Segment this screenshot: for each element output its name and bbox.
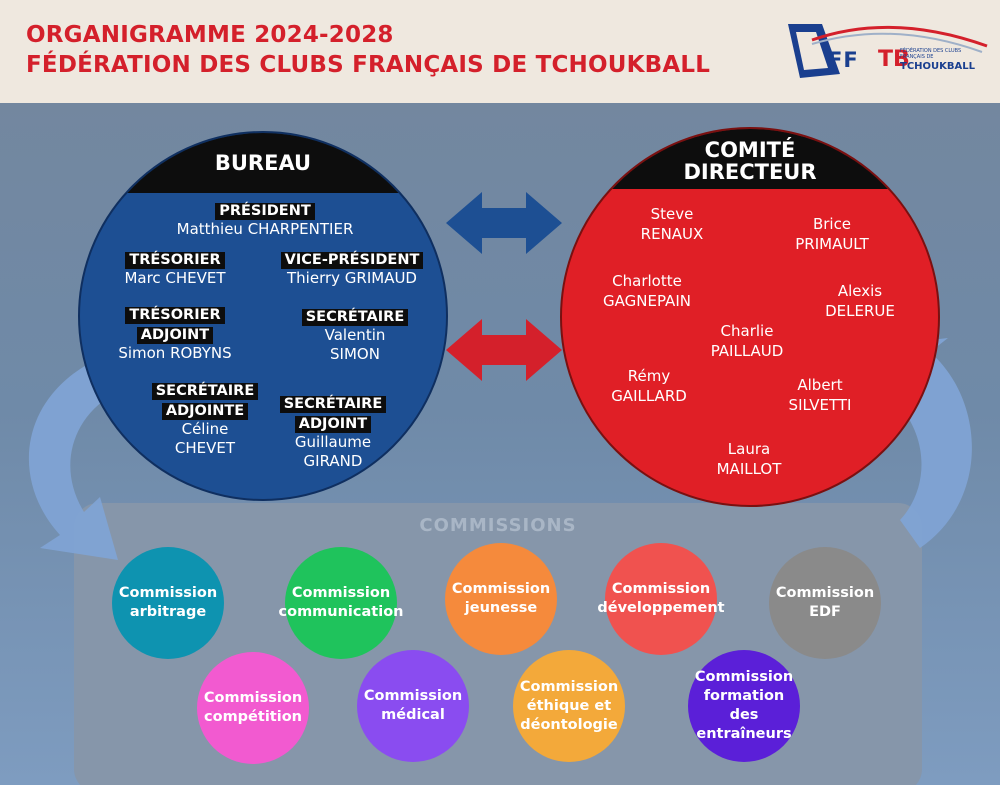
page-title-line1: ORGANIGRAMME 2024-2028 (26, 22, 394, 48)
role-name: SIMON (330, 345, 380, 363)
member-first-name: Alexis (837, 282, 883, 300)
member-first-name: Charlie (720, 322, 774, 340)
comite-title-line2: DIRECTEUR (683, 160, 817, 184)
bureau-title: BUREAU (214, 151, 312, 175)
member-first-name: Albert (797, 376, 843, 394)
role-name: Thierry GRIMAUD (287, 269, 417, 287)
role-label: TRÉSORIER (125, 307, 224, 324)
double-arrow-red-icon (446, 319, 562, 381)
member-silvetti (755, 375, 885, 415)
member-primault (767, 214, 897, 254)
role-label: PRÉSIDENT (215, 203, 315, 220)
role-secretaire (280, 306, 430, 364)
commission-formation-entraineurs (688, 650, 800, 762)
role-name: Céline (181, 420, 229, 438)
comite-directeur-circle (560, 127, 940, 507)
role-vice-president (272, 249, 432, 288)
role-label: SECRÉTAIRE (302, 309, 409, 326)
member-renaux (612, 204, 732, 244)
role-label: SECRÉTAIRE (152, 383, 259, 400)
comite-title (562, 139, 938, 183)
commission-competition (197, 652, 309, 764)
role-name: Matthieu CHARPENTIER (176, 220, 354, 238)
commission-developpement (597, 543, 725, 655)
member-first-name: Charlotte (612, 272, 682, 290)
commission-label: Commission communication (278, 585, 404, 620)
member-first-name: Steve (650, 205, 694, 223)
commission-label: Commission arbitrage (118, 585, 218, 620)
commission-communication (278, 547, 404, 659)
role-name: Marc CHEVET (124, 269, 226, 287)
double-arrow-blue-icon (446, 192, 562, 254)
commission-label: Commission développement (597, 581, 725, 616)
commission-medical (357, 650, 469, 762)
member-gaillard (589, 366, 709, 406)
member-last-name: MAILLOT (716, 460, 782, 478)
page-title-line2: FÉDÉRATION DES CLUBS FRANÇAIS DE TCHOUKBALL (26, 52, 711, 78)
commission-ethique-deontologie (513, 650, 625, 762)
commissions-title: COMMISSIONS (419, 515, 577, 536)
role-name: CHEVET (174, 439, 236, 457)
member-last-name: DELERUE (825, 302, 895, 320)
member-delerue (795, 281, 925, 321)
member-last-name: SILVETTI (788, 396, 852, 414)
role-tresorier (100, 249, 250, 288)
member-first-name: Brice (812, 215, 852, 233)
commission-arbitrage (112, 547, 224, 659)
commission-label: Commission éthique et déontologie (519, 678, 619, 733)
logo-federation: FÉDÉRATION DES CLUBS FRANÇAIS DE (900, 48, 962, 60)
logo-tchoukball: TCHOUKBALL (900, 61, 976, 72)
role-label: SECRÉTAIRE (280, 396, 387, 413)
role-secretaire-adjoint (258, 393, 408, 471)
member-last-name: GAILLARD (611, 387, 687, 405)
member-maillot (689, 439, 809, 479)
commission-label: Commission jeunesse (451, 581, 551, 616)
commission-label: Commission formation des entraîneurs (694, 669, 794, 742)
role-label: ADJOINTE (162, 403, 248, 420)
member-first-name: Laura (727, 440, 771, 458)
role-tresorier-adjoint (95, 304, 255, 363)
role-name: Guillaume (294, 433, 372, 451)
member-paillaud (682, 321, 812, 361)
commission-edf (769, 547, 881, 659)
commission-jeunesse (445, 543, 557, 655)
role-name: Valentin (324, 326, 386, 344)
role-president (140, 200, 390, 239)
member-last-name: GAGNEPAIN (603, 292, 691, 310)
role-name: GIRAND (303, 452, 363, 470)
role-label: TRÉSORIER (125, 252, 224, 269)
member-last-name: PAILLAUD (710, 342, 784, 360)
member-last-name: RENAUX (640, 225, 704, 243)
commission-label: Commission EDF (775, 585, 875, 620)
role-label: ADJOINT (137, 327, 213, 344)
member-last-name: PRIMAULT (795, 235, 869, 253)
role-name: Simon ROBYNS (118, 344, 232, 362)
commission-label: Commission médical (363, 688, 463, 723)
comite-title-line1: COMITÉ (704, 138, 796, 162)
role-label: VICE-PRÉSIDENT (281, 252, 424, 269)
member-gagnepain (582, 271, 712, 311)
commission-label: Commission compétition (203, 690, 303, 725)
role-label: ADJOINT (295, 416, 371, 433)
member-first-name: Rémy (627, 367, 671, 385)
logo-tb: TB (878, 47, 910, 72)
bureau-circle (78, 131, 448, 501)
logo-ff: FF (828, 48, 859, 72)
